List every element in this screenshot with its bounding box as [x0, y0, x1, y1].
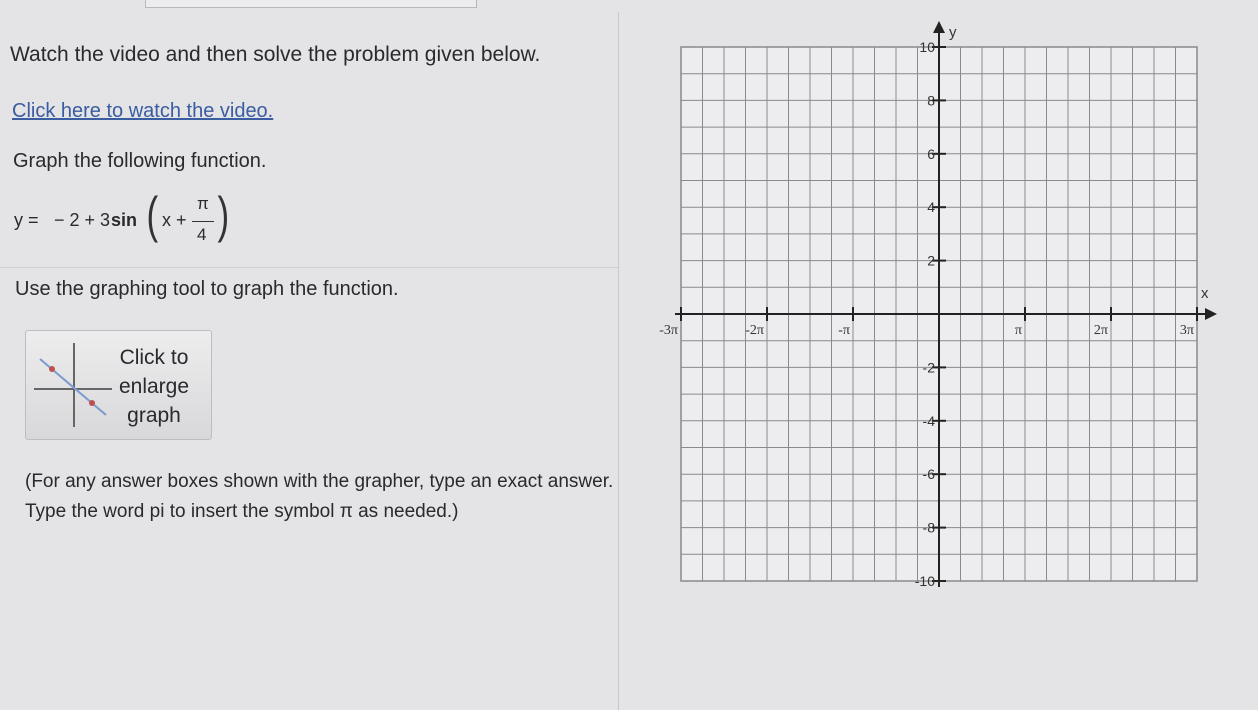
y-axis-arrow	[933, 21, 945, 33]
graph-area[interactable]	[645, 15, 1235, 615]
equation-x-plus: x +	[162, 210, 187, 230]
fraction-bar	[192, 221, 214, 222]
y-tick-label: -10	[914, 573, 935, 589]
x-tick-label: π	[1014, 323, 1022, 338]
section-divider	[0, 267, 618, 268]
answer-note: (For any answer boxes shown with the grapher, type an exact answer. Type the word pi to insert the symbol π as needed.)	[25, 471, 614, 522]
equation-numerator: π	[197, 194, 209, 213]
equation-close-paren: )	[217, 187, 230, 243]
top-toolbar-edge	[145, 0, 477, 8]
equation-sin: sin	[111, 210, 138, 230]
watch-video-link[interactable]: Click here to watch the video.	[12, 100, 274, 122]
graph-thumbnail-icon	[34, 341, 114, 429]
x-tick-label: -2π	[745, 323, 764, 338]
y-tick-label: 10	[919, 39, 935, 55]
y-axis-label: y	[949, 24, 957, 41]
equation-denominator: 4	[197, 225, 207, 244]
enlarge-graph-label: Click to enlarge graph	[118, 346, 190, 427]
graph-prompt: Graph the following function.	[13, 150, 267, 172]
tool-prompt: Use the graphing tool to graph the function.	[15, 278, 399, 300]
y-tick-label: -4	[922, 412, 935, 429]
equation-lhs: y =	[14, 210, 39, 230]
x-tick-label: 2π	[1093, 323, 1108, 338]
equation-open-paren: (	[146, 187, 159, 243]
y-tick-label: -2	[922, 359, 935, 376]
x-axis-label: x	[1201, 285, 1209, 302]
x-tick-label: -π	[838, 323, 850, 338]
y-tick-label: 6	[927, 145, 935, 162]
x-tick-label: 3π	[1179, 323, 1194, 338]
equation-constant: − 2 + 3	[54, 210, 111, 230]
y-tick-label: 8	[927, 92, 935, 109]
x-axis-arrow	[1205, 308, 1217, 320]
enlarge-graph-button[interactable]	[25, 330, 212, 440]
x-tick-label: -3π	[659, 323, 678, 338]
instruction-text: Watch the video and then solve the problem given below.	[10, 43, 541, 66]
y-tick-label: -8	[922, 519, 935, 536]
y-tick-label: 4	[927, 199, 935, 216]
coordinate-grid[interactable]	[645, 15, 1235, 615]
y-tick-label: -6	[922, 466, 935, 483]
problem-panel	[0, 12, 619, 710]
y-tick-label: 2	[927, 252, 935, 269]
